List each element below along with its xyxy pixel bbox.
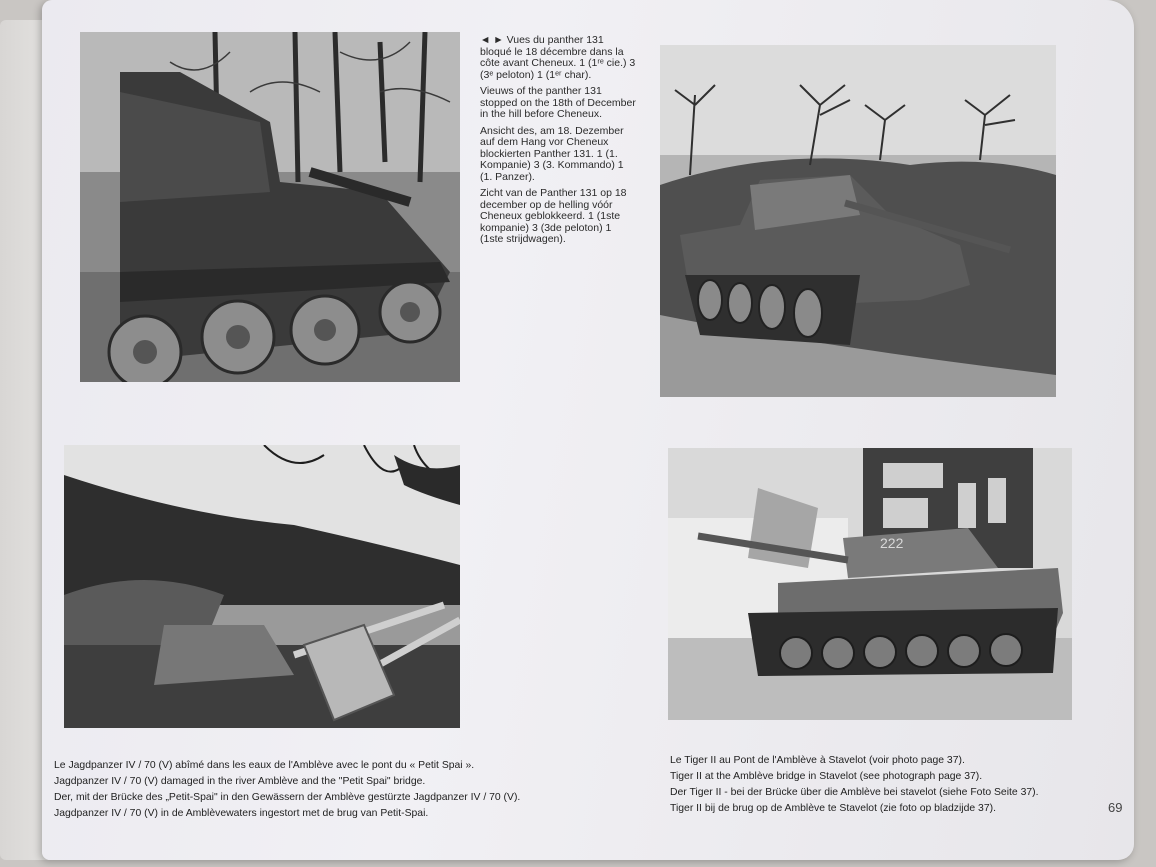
tank-turret-number: 222: [880, 535, 904, 551]
caption-panther-fr: ◄ ► Vues du panther 131 bloqué le 18 décembre dans la côte avant Cheneux. 1 (1ʳᵉ cie.) 3 (3ᵉ peloton) 1 (1ᵉʳ char).: [480, 34, 636, 81]
photo-jagdpanzer-river: [64, 445, 460, 728]
caption-tiger-en: Tiger II at the Amblève bridge in Stavelot (see photograph page 37).: [670, 771, 983, 782]
photo-tiger-stavelot: [668, 448, 1072, 720]
caption-petit-spai-nl: Jagdpanzer IV / 70 (V) in de Amblèvewaters ingestort met de brug van Petit-Spai.: [54, 808, 429, 819]
caption-panther-nl: Zicht van de Panther 131 op 18 december op de helling vóór Cheneux geblokkeerd. 1 (1ste kompanie) 3 (3de peloton) 1 (1ste strijdwagen).: [480, 187, 627, 245]
caption-tiger-fr: Le Tiger II au Pont de l'Amblève à Stavelot (voir photo page 37).: [670, 755, 965, 766]
caption-petit-spai-fr: Le Jagdpanzer IV / 70 (V) abîmé dans les eaux de l'Amblève avec le pont du « Petit Spai ».: [54, 760, 475, 771]
caption-petit-spai-en: Jagdpanzer IV / 70 (V) damaged in the river Amblève and the "Petit Spai" bridge.: [54, 776, 426, 787]
caption-panther-de: Ansicht des, am 18. Dezember auf dem Hang vor Cheneux blockierten Panther 131. 1 (1. Kompanie) 3 (3. Kommando) 1 (1. Panzer).: [480, 124, 624, 183]
caption-tiger-stavelot: [670, 753, 1038, 817]
book-page: [42, 0, 1134, 860]
caption-tiger-nl: Tiger II bij de brug op de Amblève te Stavelot (zie foto op bladzijde 37).: [670, 803, 996, 814]
caption-panther-131: [480, 35, 636, 251]
photo-panther-hillside: [660, 45, 1056, 397]
caption-panther-en: Vieuws of the panther 131 stopped on the 18th of December in the hill before Cheneux.: [480, 85, 636, 120]
photo-panther-closeup: [80, 32, 460, 382]
caption-petit-spai: [54, 758, 520, 822]
caption-petit-spai-de: Der, mit der Brücke des „Petit-Spai" in den Gewässern der Amblève gestürzte Jagdpanzer IV / 70 (V).: [54, 792, 521, 803]
page-number: 69: [1108, 800, 1123, 815]
caption-tiger-de: Der Tiger II - bei der Brücke über die Amblève bei stavelot (siehe Foto Seite 37).: [670, 787, 1039, 798]
